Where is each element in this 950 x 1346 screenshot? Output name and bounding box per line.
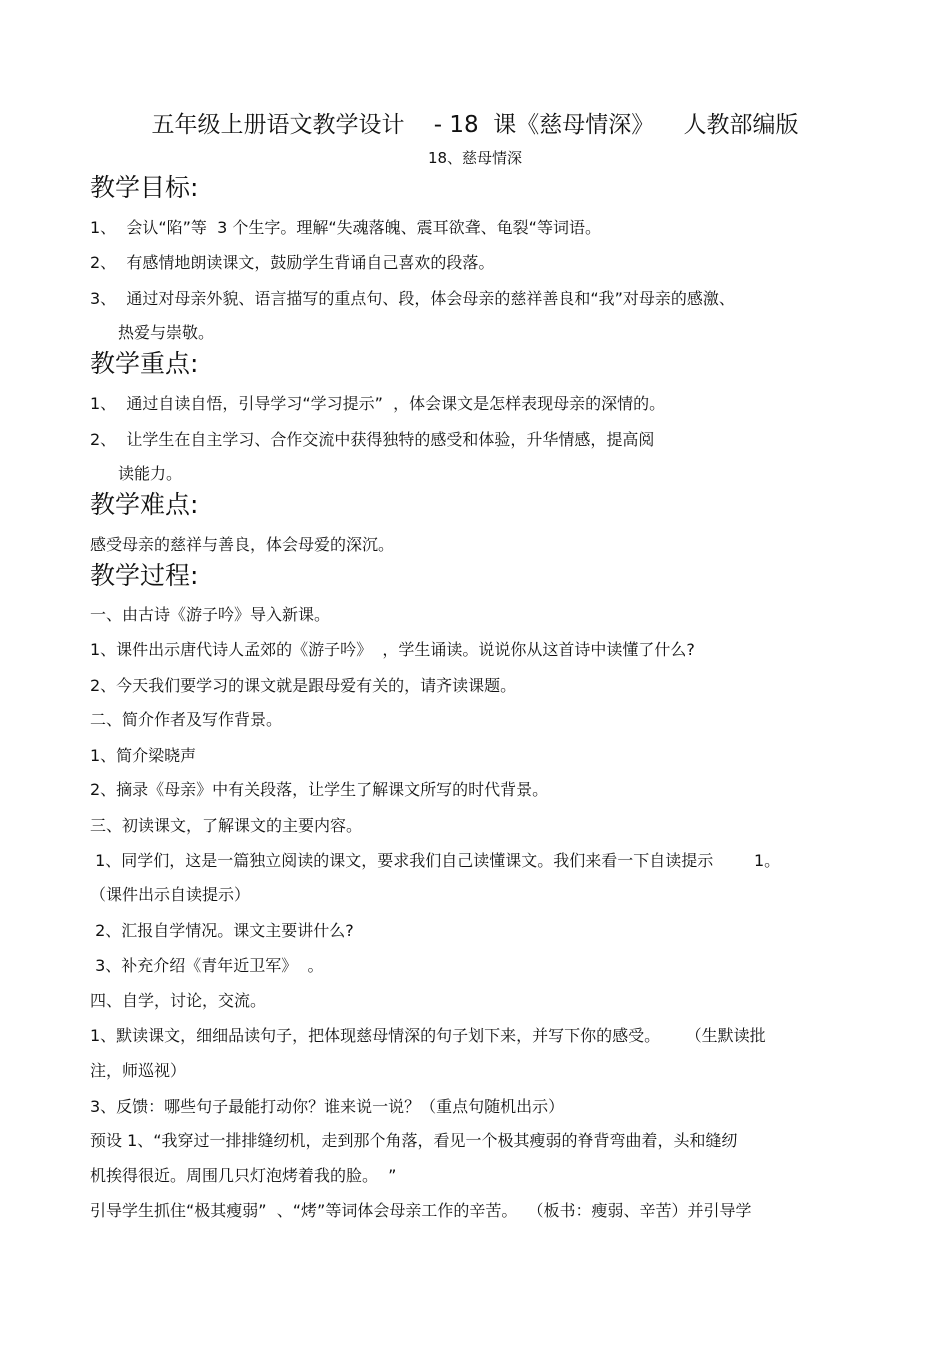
process-item: 1、同学们，这是一篇独立阅读的课文，要求我们自己读懂课文。我们来看一下自读提示 1。 [90, 851, 781, 870]
process-item: 1、课件出示唐代诗人孟郊的《游子吟》 ，学生诵读。说说你从这首诗中读懂了什么? [90, 640, 695, 659]
process-item: 2、今天我们要学习的课文就是跟母爱有关的，请齐读课题。 [90, 676, 517, 695]
lesson-subtitle: 18、慈母情深 [427, 149, 523, 167]
process-item: 一、由古诗《游子吟》导入新课。 [90, 605, 331, 624]
objective-item: 3、 通过对母亲外貌、语言描写的重点句、段，体会母亲的慈祥善良和“我”对母亲的感激、 [90, 289, 735, 308]
process-item: 二、简介作者及写作背景。 [90, 710, 283, 729]
process-item: 3、补充介绍《青年近卫军》 。 [90, 956, 324, 975]
objective-item-continuation: 热爱与崇敬。 [118, 323, 215, 342]
process-item: 2、摘录《母亲》中有关段落，让学生了解课文所写的时代背景。 [90, 780, 549, 799]
process-item: 注，师巡视） [90, 1061, 187, 1080]
key-points-heading: 教学重点: [90, 349, 199, 378]
difficulties-heading: 教学难点: [90, 490, 199, 519]
key-point-item: 1、 通过自读自悟，引导学习“学习提示” ，体会课文是怎样表现母亲的深情的。 [90, 394, 666, 413]
process-item: 引导学生抓住“极其瘦弱” 、“烤”等词体会母亲工作的辛苦。 （板书：瘦弱、辛苦）并引导学 [90, 1201, 752, 1220]
process-item: 四、自学，讨论，交流。 [90, 991, 267, 1010]
objective-item: 1、 会认“陷”等 3 个生字。理解“失魂落魄、震耳欲聋、龟裂“等词语。 [90, 218, 601, 237]
key-point-item-continuation: 读能力。 [118, 464, 183, 483]
process-heading: 教学过程: [90, 561, 199, 590]
process-item: 1、简介梁晓声 [90, 746, 197, 765]
process-item: 2、汇报自学情况。课文主要讲什么? [90, 921, 354, 940]
process-item: （课件出示自读提示） [90, 885, 251, 904]
process-item: 三、初读课文，了解课文的主要内容。 [90, 816, 363, 835]
process-item: 预设 1、“我穿过一排排缝纫机，走到那个角落，看见一个极其瘦弱的脊背弯曲着，头和缝纫 [90, 1131, 738, 1150]
objectives-heading: 教学目标: [90, 173, 199, 202]
process-item: 1、默读课文，细细品读句子，把体现慈母情深的句子划下来，并写下你的感受。 （生默读批 [90, 1026, 766, 1045]
key-point-item: 2、 让学生在自主学习、合作交流中获得独特的感受和体验，升华情感，提高阅 [90, 430, 655, 449]
difficulty-item: 感受母亲的慈祥与善良，体会母爱的深沉。 [90, 535, 395, 554]
document-title: 五年级上册语文教学设计 - 18 课《慈母情深》 人教部编版 [151, 112, 799, 138]
process-item: 机挨得很近。周围几只灯泡烤着我的脸。 ” [90, 1166, 397, 1185]
objective-item: 2、 有感情地朗读课文，鼓励学生背诵自己喜欢的段落。 [90, 253, 495, 272]
process-item: 3、反馈：哪些句子最能打动你？谁来说一说？（重点句随机出示） [90, 1097, 565, 1116]
